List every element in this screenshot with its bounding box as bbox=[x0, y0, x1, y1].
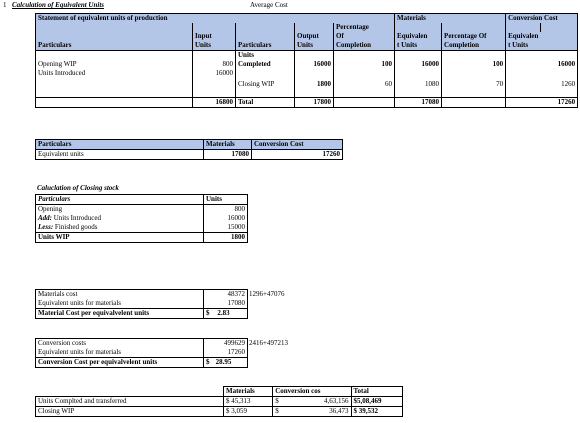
mat-eq-header-1: Equivalen bbox=[395, 32, 442, 41]
conv-pct-header-1: Percentage Of bbox=[442, 32, 506, 41]
units-subheader: Units bbox=[236, 51, 295, 61]
alloc-conversion-header: Conversion cos bbox=[273, 387, 351, 397]
total-conv-eq: 17260 bbox=[506, 97, 578, 107]
equivalent-units-table bbox=[35, 13, 578, 108]
closing-row-opening: Opening bbox=[36, 205, 204, 215]
summary-conversion-header: Conversion Cost bbox=[252, 140, 343, 150]
material-cost-table bbox=[35, 289, 248, 319]
units-wip-value: 1800 bbox=[204, 233, 248, 243]
units-introduced-label: Units Introduced bbox=[36, 69, 193, 78]
closing-row-opening-value: 800 bbox=[204, 205, 248, 215]
closing-wip-mat-eq: 1080 bbox=[395, 78, 442, 91]
input-header-1: Input bbox=[193, 32, 236, 41]
summary-conversion: 17260 bbox=[252, 150, 343, 160]
conv-pct-header-2: Completion bbox=[442, 41, 506, 51]
closing-wip-conv-eq: 1260 bbox=[506, 78, 578, 91]
summary-materials-header: Materials bbox=[204, 140, 252, 150]
summary-label: Equivalent units bbox=[36, 150, 204, 160]
output-header-2: Units bbox=[295, 41, 334, 51]
alloc-row-completed-materials: $ 45,313 bbox=[223, 397, 272, 407]
alloc-row-closing-total: $ 39,532 bbox=[351, 407, 403, 417]
conversion-costs-label: Conversion costs bbox=[36, 339, 204, 349]
units-wip-label: Units WIP bbox=[36, 233, 204, 243]
completed-mat-eq: 16000 bbox=[395, 60, 442, 69]
mat-eq-units-value: 17080 bbox=[204, 299, 248, 309]
closing-stock-table bbox=[35, 194, 248, 243]
alloc-row-closing-conversion: $ 36,473 bbox=[273, 407, 351, 417]
particulars-header: Particulars bbox=[36, 41, 193, 51]
closing-wip-label: Closing WIP bbox=[236, 78, 295, 91]
completed-conv-pct: 100 bbox=[442, 60, 506, 69]
completed-conv-eq: 16000 bbox=[506, 60, 578, 69]
statement-title: Statement of equivalent units of production bbox=[36, 14, 395, 24]
conversion-cost-table bbox=[35, 338, 248, 368]
conv-cost-per-unit-label: Conversion Cost per equivalvelent units bbox=[36, 358, 204, 368]
mat-eq-units-label: Equivalent units for materials bbox=[36, 299, 204, 309]
conv-cost-per-unit-value: $ 28.95 bbox=[204, 358, 248, 368]
closing-particulars-header: Particulars bbox=[36, 195, 204, 205]
units-introduced-input: 16000 bbox=[193, 69, 236, 78]
conv-eq-header-2: t Units bbox=[506, 41, 578, 51]
cost-allocation-table bbox=[35, 386, 403, 417]
closing-row-less: Less: Finished goods bbox=[36, 223, 204, 233]
alloc-row-closing-materials: $ 3,059 bbox=[223, 407, 272, 417]
summary-particulars-header: Particulars bbox=[36, 140, 204, 150]
mat-cost-per-unit-label: Material Cost per equivalvelent units bbox=[36, 309, 204, 319]
conv-eq-units-label: Equivalent units for materials bbox=[36, 348, 204, 358]
total-input: 16800 bbox=[193, 97, 236, 107]
closing-wip-output: 1800 bbox=[295, 78, 334, 91]
particulars2-header: Particulars bbox=[236, 41, 295, 51]
opening-wip-label: Opening WIP bbox=[36, 60, 193, 69]
input-header-2: Units bbox=[193, 41, 236, 51]
section-title: Calculation of Equivalent Units bbox=[12, 1, 104, 9]
alloc-total-header: Total bbox=[351, 387, 403, 397]
summary-materials: 17080 bbox=[204, 150, 252, 160]
conversion-costs-note: 2416+497213 bbox=[249, 339, 288, 347]
opening-wip-input: 800 bbox=[193, 60, 236, 69]
alloc-row-closing-label: Closing WIP bbox=[36, 407, 224, 417]
total-label: Total bbox=[236, 97, 295, 107]
conversion-costs-value: 499629 bbox=[204, 339, 248, 349]
section-number: 1 bbox=[3, 1, 7, 9]
alloc-row-completed-label: Units Complted and transferred bbox=[36, 397, 224, 407]
completed-label: Completed bbox=[236, 60, 295, 69]
materials-cost-value: 48372 bbox=[204, 290, 248, 300]
materials-group-header: Materials bbox=[395, 14, 506, 24]
pct-header-3: Completion bbox=[334, 41, 395, 51]
closing-row-less-value: 15000 bbox=[204, 223, 248, 233]
conversion-group-header: Conversion Cost bbox=[506, 14, 578, 24]
total-output: 17800 bbox=[295, 97, 334, 107]
mat-cost-per-unit-value: $ 2.83 bbox=[204, 309, 248, 319]
pct-header-1: Percentage bbox=[334, 23, 395, 32]
closing-wip-conv-pct: 70 bbox=[442, 78, 506, 91]
alloc-row-completed-total: $5,08,469 bbox=[351, 397, 403, 407]
materials-cost-note: 1296+47076 bbox=[249, 290, 285, 298]
completed-output: 16000 bbox=[295, 60, 334, 69]
conv-eq-header-1: Equivalen bbox=[506, 32, 578, 41]
mat-eq-header-2: t Units bbox=[395, 41, 442, 51]
closing-wip-mat-pct: 60 bbox=[334, 78, 395, 91]
method-label: Average Cost bbox=[250, 1, 288, 9]
total-mat-eq: 17080 bbox=[395, 97, 442, 107]
equivalent-units-summary bbox=[35, 139, 343, 160]
closing-row-add-value: 16000 bbox=[204, 214, 248, 223]
completed-mat-pct: 100 bbox=[334, 60, 395, 69]
pct-header-2: Of bbox=[334, 32, 395, 41]
output-header-1: Output bbox=[295, 32, 334, 41]
materials-cost-label: Materials cost bbox=[36, 290, 204, 300]
closing-stock-title: Caluclation of Closing stock bbox=[37, 184, 119, 192]
alloc-row-completed-conversion: $ 4,63,156 bbox=[273, 397, 351, 407]
conv-eq-units-value: 17260 bbox=[204, 348, 248, 358]
closing-units-header: Units bbox=[204, 195, 248, 205]
alloc-materials-header: Materials bbox=[223, 387, 272, 397]
closing-row-add: Add: Units Introduced bbox=[36, 214, 204, 223]
